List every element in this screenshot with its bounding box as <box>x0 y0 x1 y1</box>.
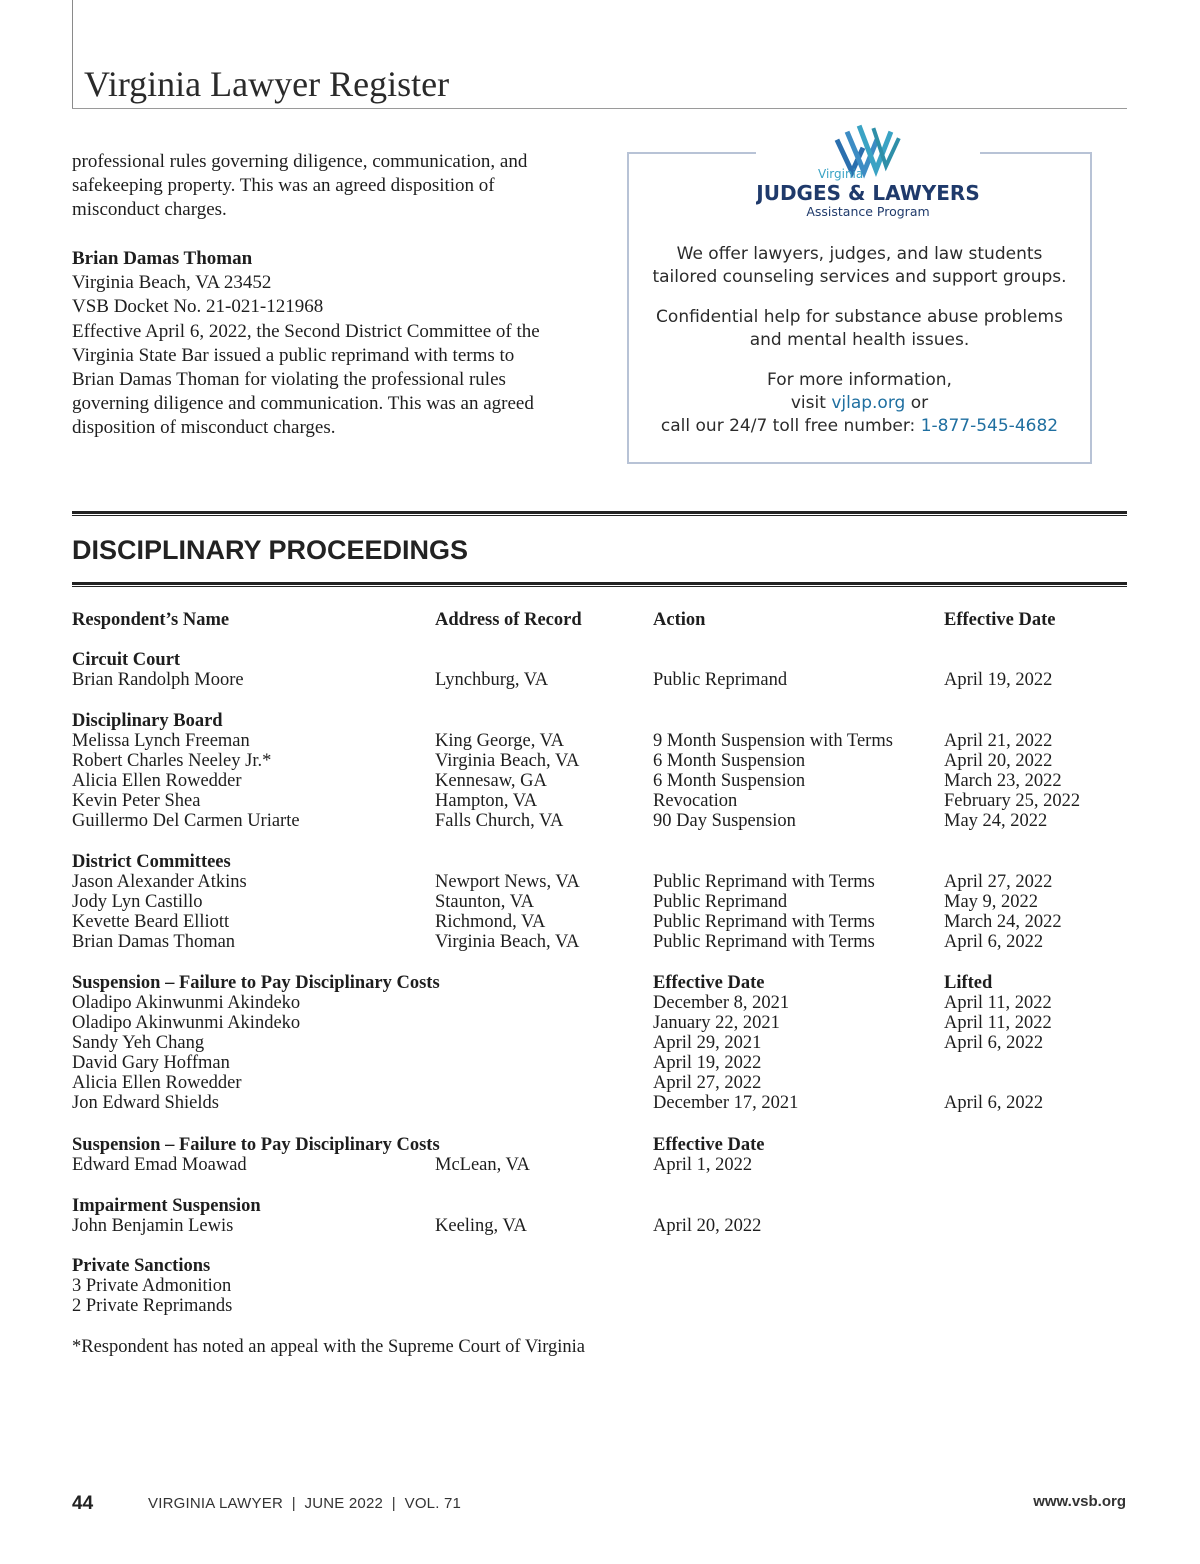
row-date: April 6, 2022 <box>944 932 1044 952</box>
row-lifted-date: April 6, 2022 <box>944 1093 1044 1113</box>
row-effective-date: April 1, 2022 <box>653 1155 753 1175</box>
row-name: Jason Alexander Atkins <box>72 872 247 892</box>
row-name: Brian Randolph Moore <box>72 670 244 690</box>
ad-paragraph-3 <box>627 369 1092 438</box>
row-date: March 23, 2022 <box>944 771 1062 791</box>
row-name: Kevette Beard Elliott <box>72 912 230 932</box>
row-action: 9 Month Suspension with Terms <box>653 731 893 751</box>
text-line: safekeeping property. This was an agreed disposition of <box>72 175 495 197</box>
row-name: 2 Private Reprimands <box>72 1296 233 1316</box>
row-lifted-date: April 6, 2022 <box>944 1033 1044 1053</box>
row-action: Public Reprimand with Terms <box>653 932 875 952</box>
section-rule-top <box>72 511 1127 516</box>
text-line: Brian Damas Thoman for violating the professional rules <box>72 369 506 391</box>
ad-paragraph-2 <box>627 306 1092 352</box>
row-date: February 25, 2022 <box>944 791 1081 811</box>
publication-info: VIRGINIA LAWYER | JUNE 2022 | VOL. 71 <box>148 1495 462 1512</box>
text-line: professional rules governing diligence, communication, and <box>72 151 528 172</box>
table-header-date: Effective Date <box>944 610 1056 630</box>
ad-line: For more information, <box>767 370 952 390</box>
row-effective-date: December 8, 2021 <box>653 993 790 1013</box>
row-action: Public Reprimand with Terms <box>653 912 875 932</box>
row-name: Oladipo Akinwunmi Akindeko <box>72 1013 301 1033</box>
group-title: Circuit Court <box>72 650 181 670</box>
ad-line: We offer lawyers, judges, and law students <box>676 244 1043 264</box>
ad-paragraph-1 <box>627 243 1092 289</box>
group-title: Suspension – Failure to Pay Disciplinary Costs <box>72 973 440 993</box>
group-title: Disciplinary Board <box>72 711 223 731</box>
row-address: Falls Church, VA <box>435 811 564 831</box>
row-effective-date: April 27, 2022 <box>653 1073 762 1093</box>
section-rule-bottom <box>72 582 1127 587</box>
row-name: Oladipo Akinwunmi Akindeko <box>72 993 301 1013</box>
logo-text-top: Virginia <box>818 167 864 181</box>
text-line: Virginia Beach, VA 23452 <box>72 272 272 294</box>
row-name: Alicia Ellen Rowedder <box>72 1073 242 1093</box>
row-date: March 24, 2022 <box>944 912 1062 932</box>
group-col-effective-date: Effective Date <box>653 1135 765 1155</box>
article-entry <box>72 247 540 441</box>
vjlap-link[interactable]: vjlap.org <box>831 393 906 413</box>
row-address: Keeling, VA <box>435 1216 527 1236</box>
text-line: Effective April 6, 2022, the Second District Committee of the <box>72 320 540 342</box>
group-col-lifted: Lifted <box>944 973 993 993</box>
row-name: Melissa Lynch Freeman <box>72 731 250 751</box>
ad-line: tailored counseling services and support groups. <box>652 267 1067 287</box>
group-col-effective-date: Effective Date <box>653 973 765 993</box>
text-line: governing diligence and communication. This was an agreed <box>72 393 534 415</box>
ad-line: and mental health issues. <box>749 330 970 350</box>
row-address: Virginia Beach, VA <box>435 751 580 771</box>
row-address: Lynchburg, VA <box>435 670 549 690</box>
ad-call-text: call our 24/7 toll free number: <box>660 416 916 436</box>
logo-text-sub: Assistance Program <box>806 204 930 219</box>
text-line: Virginia State Bar issued a public reprimand with terms to <box>72 344 515 366</box>
table-header-address: Address of Record <box>435 610 582 630</box>
row-address: Virginia Beach, VA <box>435 932 580 952</box>
row-name: Brian Damas Thoman <box>72 932 236 952</box>
logo-text-main: JUDGES & LAWYERS <box>756 181 980 205</box>
row-action: 6 Month Suspension <box>653 751 806 771</box>
row-address: McLean, VA <box>435 1155 530 1175</box>
phone-link[interactable]: 1-877-545-4682 <box>920 416 1059 436</box>
row-name: Guillermo Del Carmen Uriarte <box>72 811 300 831</box>
table-header-action: Action <box>653 610 706 630</box>
row-effective-date: April 20, 2022 <box>653 1216 762 1236</box>
ad-line <box>627 415 1092 438</box>
row-effective-date: April 29, 2021 <box>653 1033 762 1053</box>
row-name: Alicia Ellen Rowedder <box>72 771 242 791</box>
row-action: Public Reprimand with Terms <box>653 872 875 892</box>
row-effective-date: January 22, 2021 <box>653 1013 780 1033</box>
row-name: Sandy Yeh Chang <box>72 1033 205 1053</box>
row-action: Public Reprimand <box>653 670 788 690</box>
ad-visit-text: visit <box>790 393 826 413</box>
row-address: Newport News, VA <box>435 872 580 892</box>
logo-mark-icon <box>838 128 898 172</box>
text-line: misconduct charges. <box>72 199 227 221</box>
row-name: Edward Emad Moawad <box>72 1155 247 1175</box>
row-effective-date: April 19, 2022 <box>653 1053 762 1073</box>
text-line: VSB Docket No. 21-021-121968 <box>72 296 324 318</box>
ad-or-text: or <box>910 393 929 413</box>
row-date: April 19, 2022 <box>944 670 1053 690</box>
group-title: District Committees <box>72 852 231 872</box>
row-name: David Gary Hoffman <box>72 1053 230 1073</box>
header-vertical-rule <box>72 0 73 108</box>
row-date: May 24, 2022 <box>944 811 1048 831</box>
row-address: Staunton, VA <box>435 892 535 912</box>
row-name: Jon Edward Shields <box>72 1093 219 1113</box>
website-link[interactable]: www.vsb.org <box>1033 1493 1126 1510</box>
table-header-name: Respondent’s Name <box>72 610 230 630</box>
entry-name: Brian Damas Thoman <box>72 248 253 269</box>
row-date: May 9, 2022 <box>944 892 1039 912</box>
ad-line <box>627 392 1092 415</box>
row-lifted-date: April 11, 2022 <box>944 993 1052 1013</box>
row-action: Public Reprimand <box>653 892 788 912</box>
page-number: 44 <box>72 1493 94 1514</box>
article-intro <box>72 150 527 223</box>
jlap-logo <box>756 120 980 220</box>
row-name: 3 Private Admonition <box>72 1276 232 1296</box>
group-title: Impairment Suspension <box>72 1196 261 1216</box>
text-line: disposition of misconduct charges. <box>72 417 336 439</box>
group-title: Private Sanctions <box>72 1256 211 1276</box>
group-title: Suspension – Failure to Pay Disciplinary Costs <box>72 1135 440 1155</box>
row-address: Kennesaw, GA <box>435 771 547 791</box>
section-title: DISCIPLINARY PROCEEDINGS <box>72 535 469 565</box>
page-title: Virginia Lawyer Register <box>84 64 450 104</box>
row-name: Robert Charles Neeley Jr.* <box>72 751 272 771</box>
row-action: 6 Month Suspension <box>653 771 806 791</box>
row-action: Revocation <box>653 791 738 811</box>
row-action: 90 Day Suspension <box>653 811 796 831</box>
footnote: *Respondent has noted an appeal with the Supreme Court of Virginia <box>72 1337 586 1357</box>
row-name: Jody Lyn Castillo <box>72 892 203 912</box>
row-name: John Benjamin Lewis <box>72 1216 234 1236</box>
row-address: King George, VA <box>435 731 564 751</box>
row-address: Richmond, VA <box>435 912 546 932</box>
row-address: Hampton, VA <box>435 791 538 811</box>
row-effective-date: December 17, 2021 <box>653 1093 799 1113</box>
row-date: April 27, 2022 <box>944 872 1053 892</box>
row-date: April 20, 2022 <box>944 751 1053 771</box>
ad-line: Confidential help for substance abuse problems <box>656 307 1063 327</box>
row-lifted-date: April 11, 2022 <box>944 1013 1052 1033</box>
row-name: Kevin Peter Shea <box>72 791 201 811</box>
header-rule <box>72 108 1127 109</box>
row-date: April 21, 2022 <box>944 731 1053 751</box>
